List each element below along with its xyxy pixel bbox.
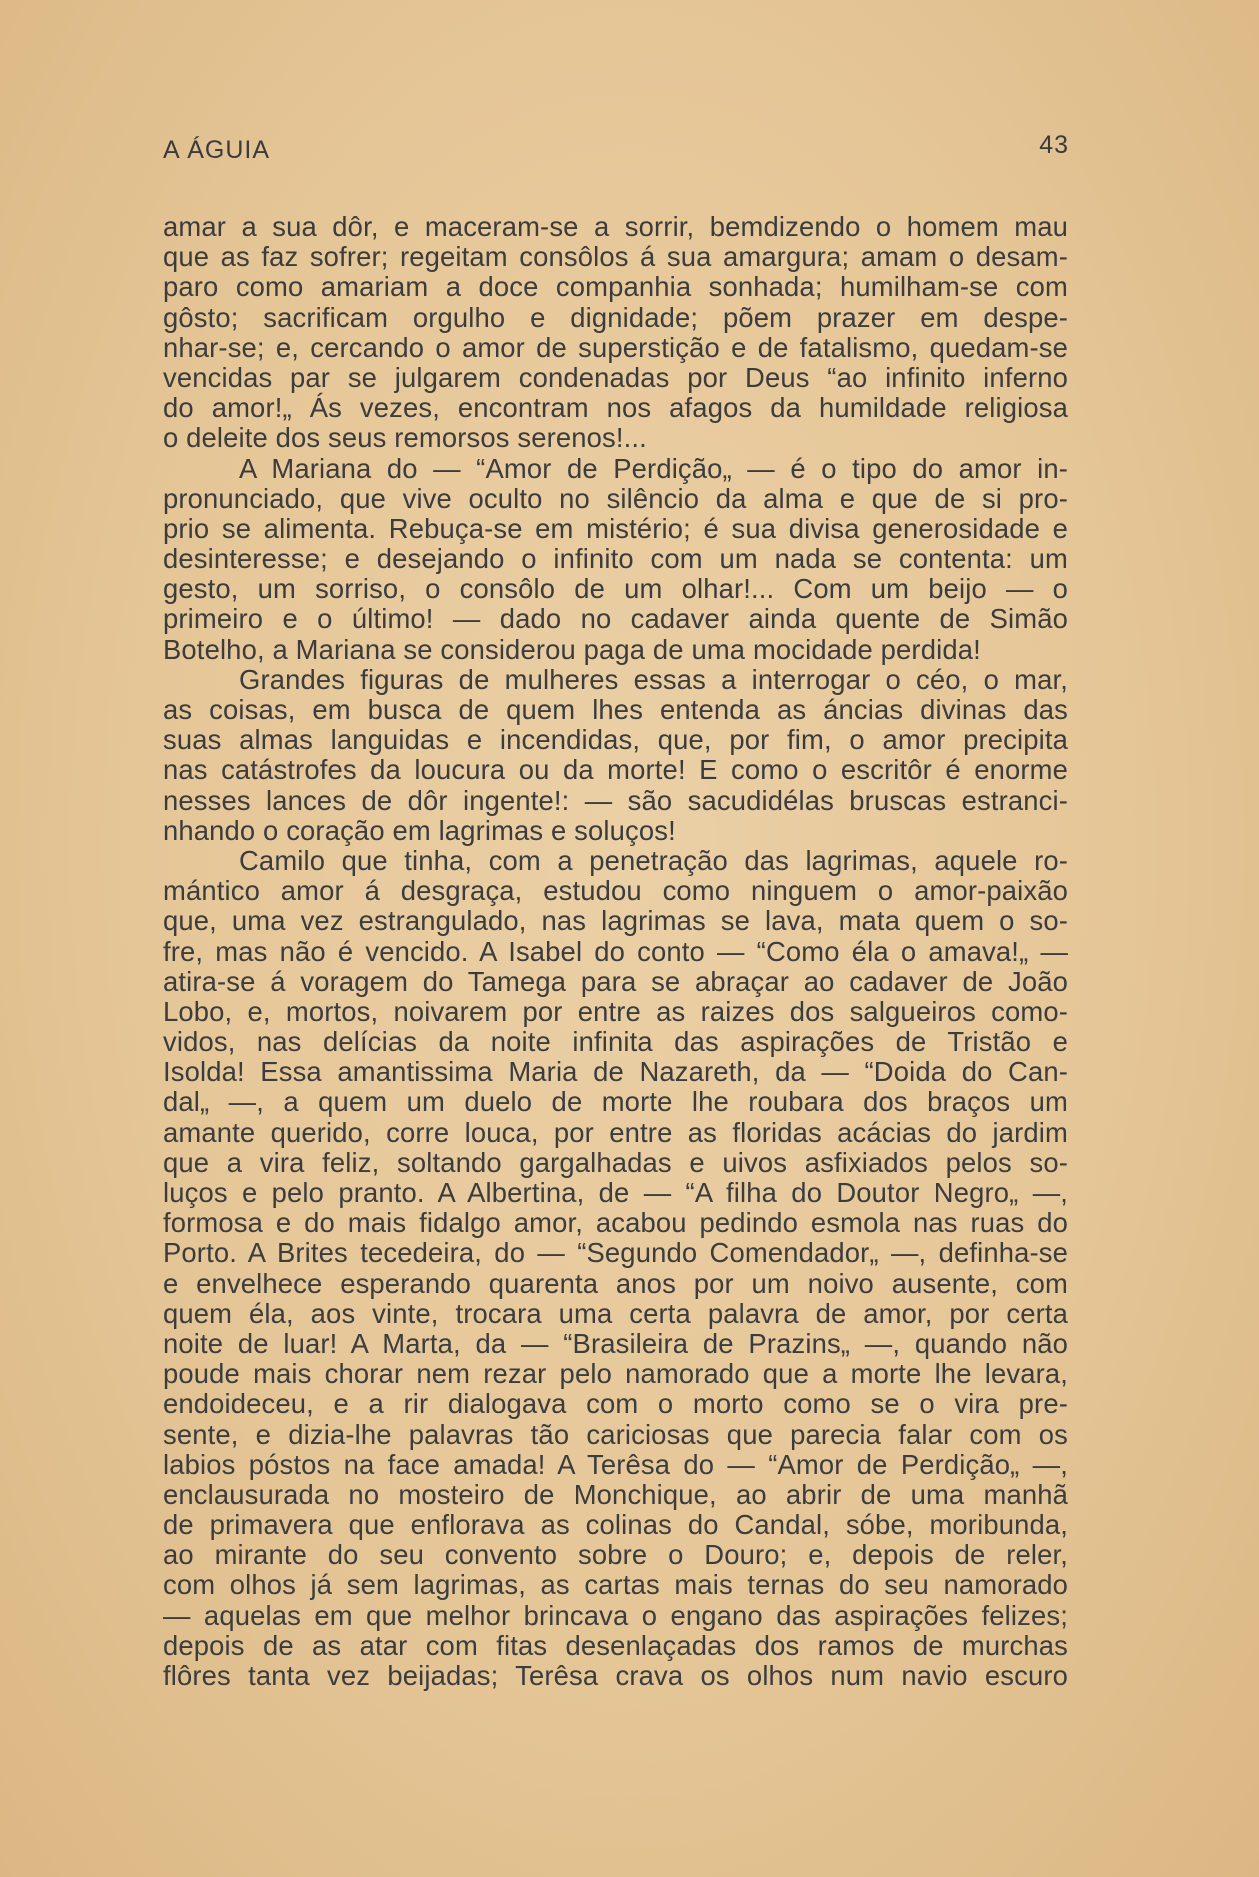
text-line: pronunciado, que vive oculto no silêncio da alma e que de si pro-	[163, 482, 1068, 514]
text-line: mántico amor á desgraça, estudou como ninguem o amor-paixão	[163, 875, 1068, 907]
text-line: paro como amariam a doce companhia sonhada; humilham-se com	[163, 271, 1068, 303]
text-line: e envelhece esperando quarenta anos por um noivo ausente, com	[163, 1267, 1068, 1299]
text-line: amar a sua dôr, e maceram-se a sorrir, bemdizendo o homem mau	[163, 211, 1068, 242]
text-line: de primavera que enflorava as colinas do Candal, sóbe, moribunda,	[163, 1509, 1068, 1541]
text-line: gôsto; sacrificam orgulho e dignidade; põem prazer em despe-	[163, 301, 1068, 333]
text-line: o deleite dos seus remorsos serenos!...	[163, 422, 647, 454]
text-line: formosa e do mais fidalgo amor, acabou pedindo esmola nas ruas do	[163, 1207, 1068, 1239]
text-line: que, uma vez estrangulado, nas lagrimas se lava, mata quem o so-	[163, 905, 1068, 937]
body-text	[163, 212, 1068, 1691]
text-line: gesto, um sorriso, o consôlo de um olhar!... Com um beijo — o	[163, 573, 1068, 605]
text-line: poude mais chorar nem rezar pelo namorado que a morte lhe levara,	[163, 1358, 1068, 1390]
text-line: Camilo que tinha, com a penetração das lagrimas, aquele ro-	[239, 844, 1068, 876]
text-line: — aquelas em que melhor brincava o engano das aspirações felizes;	[163, 1599, 1068, 1631]
journal-title: A ÁGUIA	[163, 136, 271, 164]
text-line: Lobo, e, mortos, noivarem por entre as raizes dos salgueiros como-	[163, 995, 1068, 1027]
running-head	[163, 131, 1069, 166]
text-line: ao mirante do seu convento sobre o Douro; e, depois de reler,	[163, 1539, 1068, 1571]
text-line: amante querido, corre louca, por entre as floridas acácias do jardim	[163, 1116, 1068, 1148]
text-line: flôres tanta vez beijadas; Terêsa crava os olhos num navio escuro	[163, 1660, 1068, 1691]
text-line: que a vira feliz, soltando gargalhadas e uivos asfixiados pelos so-	[163, 1146, 1068, 1178]
text-line: vencidas par se julgarem condenadas por Deus “ao infinito inferno	[163, 361, 1068, 393]
text-line: labios póstos na face amada! A Terêsa do — “Amor de Perdição„ —,	[163, 1448, 1068, 1480]
text-line: Botelho, a Mariana se considerou paga de uma mocidade perdida!	[163, 633, 981, 665]
text-line: Isolda! Essa amantissima Maria de Nazareth, da — “Doida do Can-	[163, 1056, 1068, 1088]
text-line: enclausurada no mosteiro de Monchique, ao abrir de uma manhã	[163, 1478, 1068, 1510]
text-line: noite de luar! A Marta, da — “Brasileira de Prazins„ —, quando não	[163, 1327, 1068, 1359]
text-line: do amor!„ Ás vezes, encontram nos afagos da humildade religiosa	[163, 392, 1068, 424]
text-line: nesses lances de dôr ingente!: — são sacudidélas bruscas estranci-	[163, 784, 1068, 816]
text-line: atira-se á voragem do Tamega para se abraçar ao cadaver de João	[163, 965, 1068, 997]
text-line: nhando o coração em lagrimas e soluços!	[163, 814, 676, 846]
text-line: que as faz sofrer; regeitam consôlos á sua amargura; amam o desam-	[163, 241, 1068, 273]
text-line: nas catástrofes da loucura ou da morte! E como o escritôr é enorme	[163, 754, 1068, 786]
page-number: 43	[1039, 131, 1069, 159]
text-line: prio se alimenta. Rebuça-se em mistério; é sua divisa generosidade e	[163, 512, 1068, 544]
text-line: depois de as atar com fitas desenlaçadas dos ramos de murchas	[163, 1629, 1068, 1661]
text-line: A Mariana do — “Amor de Perdição„ — é o tipo do amor in-	[239, 452, 1068, 484]
text-line: primeiro e o último! — dado no cadaver ainda quente de Simão	[163, 603, 1068, 635]
text-line: endoideceu, e a rir dialogava com o morto como se o vira pre-	[163, 1388, 1068, 1420]
text-line: desinteresse; e desejando o infinito com um nada se contenta: um	[163, 543, 1068, 575]
text-line: dal„ —, a quem um duelo de morte lhe roubara dos braços um	[163, 1086, 1068, 1118]
text-line: nhar-se; e, cercando o amor de superstição e de fatalismo, quedam-se	[163, 331, 1068, 363]
text-line: sente, e dizia-lhe palavras tão cariciosas que parecia falar com os	[163, 1418, 1068, 1450]
text-line: as coisas, em busca de quem lhes entenda as áncias divinas das	[163, 694, 1068, 725]
text-line: fre, mas não é vencido. A Isabel do conto — “Como éla o amava!„ —	[163, 935, 1068, 967]
text-line: suas almas languidas e incendidas, que, por fim, o amor precipita	[163, 724, 1068, 756]
text-line: com olhos já sem lagrimas, as cartas mais ternas do seu namorado	[163, 1569, 1068, 1601]
text-line: vidos, nas delícias da noite infinita das aspirações de Tristão e	[163, 1026, 1068, 1058]
text-line: Grandes figuras de mulheres essas a interrogar o céo, o mar,	[239, 663, 1068, 695]
text-line: luços e pelo pranto. A Albertina, de — “A filha do Doutor Negro„ —,	[163, 1177, 1068, 1208]
text-line: Porto. A Brites tecedeira, do — “Segundo Comendador„ —, definha-se	[163, 1237, 1068, 1269]
text-line: quem éla, aos vinte, trocara uma certa palavra de amor, por certa	[163, 1297, 1068, 1329]
